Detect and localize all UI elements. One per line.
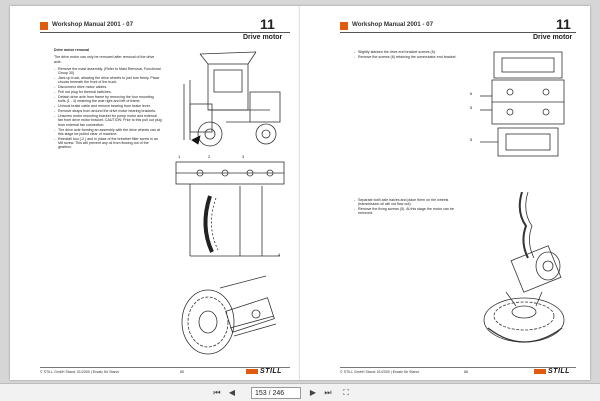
still-logo-mark <box>340 22 348 30</box>
footer-page-number: 86 <box>464 370 468 374</box>
axle-mounting-illustration <box>170 156 290 264</box>
right-page <box>300 6 590 380</box>
instruction-text-top <box>354 50 462 60</box>
instruction-text <box>54 48 162 150</box>
callout-label: 6 <box>470 91 473 96</box>
chapter-number: 11 <box>260 16 275 32</box>
callout-label: 2 <box>208 154 211 159</box>
motor-lifting-illustration <box>476 192 580 360</box>
brand-text: STILL <box>548 368 570 375</box>
footer-copyright: © STILL GmbH Stand: 01/2000 | Ersatz für Stand: <box>340 370 420 374</box>
still-brand-logo <box>246 368 282 375</box>
list-item: - Remove the screws (6) retaining the commutator end bracket. <box>354 55 462 59</box>
steps-list <box>54 67 162 150</box>
list-item: - Remove the mast assembly. (Refer to Mast Removal, Functional Group 30) <box>54 67 162 76</box>
list-item: - Remove straps from around the drive motor bearing brackets. <box>54 109 162 113</box>
header-rule <box>40 32 290 33</box>
instruction-text-bottom <box>354 198 462 216</box>
callout-label: 3 <box>242 154 245 159</box>
footer-page-number: 85 <box>180 370 184 374</box>
brand-text: STILL <box>260 368 282 375</box>
next-page-icon[interactable]: ▶ <box>309 388 317 397</box>
last-page-icon[interactable]: ⏭ <box>324 388 332 397</box>
list-item: - Slightly slacken the drive end bracket screws (5). <box>354 50 462 54</box>
footer-copyright: © STILL GmbH Stand: 01/2000 | Ersatz für Stand: <box>40 370 120 374</box>
page-navigation-toolbar <box>0 383 600 401</box>
page-header-title: Workshop Manual 2001 - 07 <box>352 21 434 28</box>
list-item: - Jack up truck, allowing the drive wheels to just turn freely. Place chocks beneath the front of the truck. <box>54 76 162 85</box>
fullscreen-icon[interactable]: ⛶ <box>343 388 349 397</box>
section-title: Drive motor <box>243 34 283 41</box>
procedure-heading: Drive motor removal <box>54 48 89 52</box>
steps-list <box>354 198 462 216</box>
steps-list <box>354 50 462 59</box>
list-item: - Separate both axle halves and place them on the wheels (transmission oil will not flow out). <box>354 198 462 207</box>
list-item: - Disconnect drive motor cables. <box>54 85 162 89</box>
list-item: - Reinstall tool (-2 ) and in place of the breather filter screw in an M8 screw. This will prevent any oil from flowing out of the gearbox. <box>54 137 162 150</box>
first-page-icon[interactable]: ⏮ <box>213 388 221 397</box>
callout-label: 5 <box>470 137 473 142</box>
chapter-number: 11 <box>556 16 571 32</box>
brand-bar-icon <box>246 369 258 374</box>
list-item: - Remove the fixing screws (5). At this stage the motor can be removed. <box>354 207 462 216</box>
list-item: - The drive axle forming an assembly with the drive wheels can at this stage be pulled clear of machine. <box>54 128 162 137</box>
callout-label: 4 <box>278 252 281 257</box>
list-item: - Unscrew motor mounting bracket for pump motor and external fan from drive motor bracket. CAUTION: Prior to this pull out plug from external fan connection. <box>54 114 162 127</box>
previous-page-icon[interactable]: ◀ <box>228 388 236 397</box>
intro-paragraph: The drive motor can only be removed after removal of the drive axle. <box>54 55 155 64</box>
still-brand-logo <box>534 368 570 375</box>
still-logo-mark <box>40 22 48 30</box>
section-title: Drive motor <box>533 34 573 41</box>
list-item: - Detach drive axle from frame by removing the four mounting bolts (1 - 4) retaining the axle right and left of frame. <box>54 95 162 104</box>
list-item: - Unhook brake cable and remove bearing from brake lever. <box>54 104 162 108</box>
header-rule <box>340 32 576 33</box>
page-number-input[interactable] <box>251 387 301 399</box>
left-page <box>10 6 300 380</box>
drive-end-bracket-illustration <box>470 46 580 166</box>
forklift-illustration <box>170 44 290 152</box>
callout-label: 5 <box>470 105 473 110</box>
callout-label: 1 <box>178 154 181 159</box>
page-header-title: Workshop Manual 2001 - 07 <box>52 21 134 28</box>
list-item: - Pull out plug for thermal switches. <box>54 90 162 94</box>
drive-wheel-illustration <box>170 268 290 362</box>
brand-bar-icon <box>534 369 546 374</box>
